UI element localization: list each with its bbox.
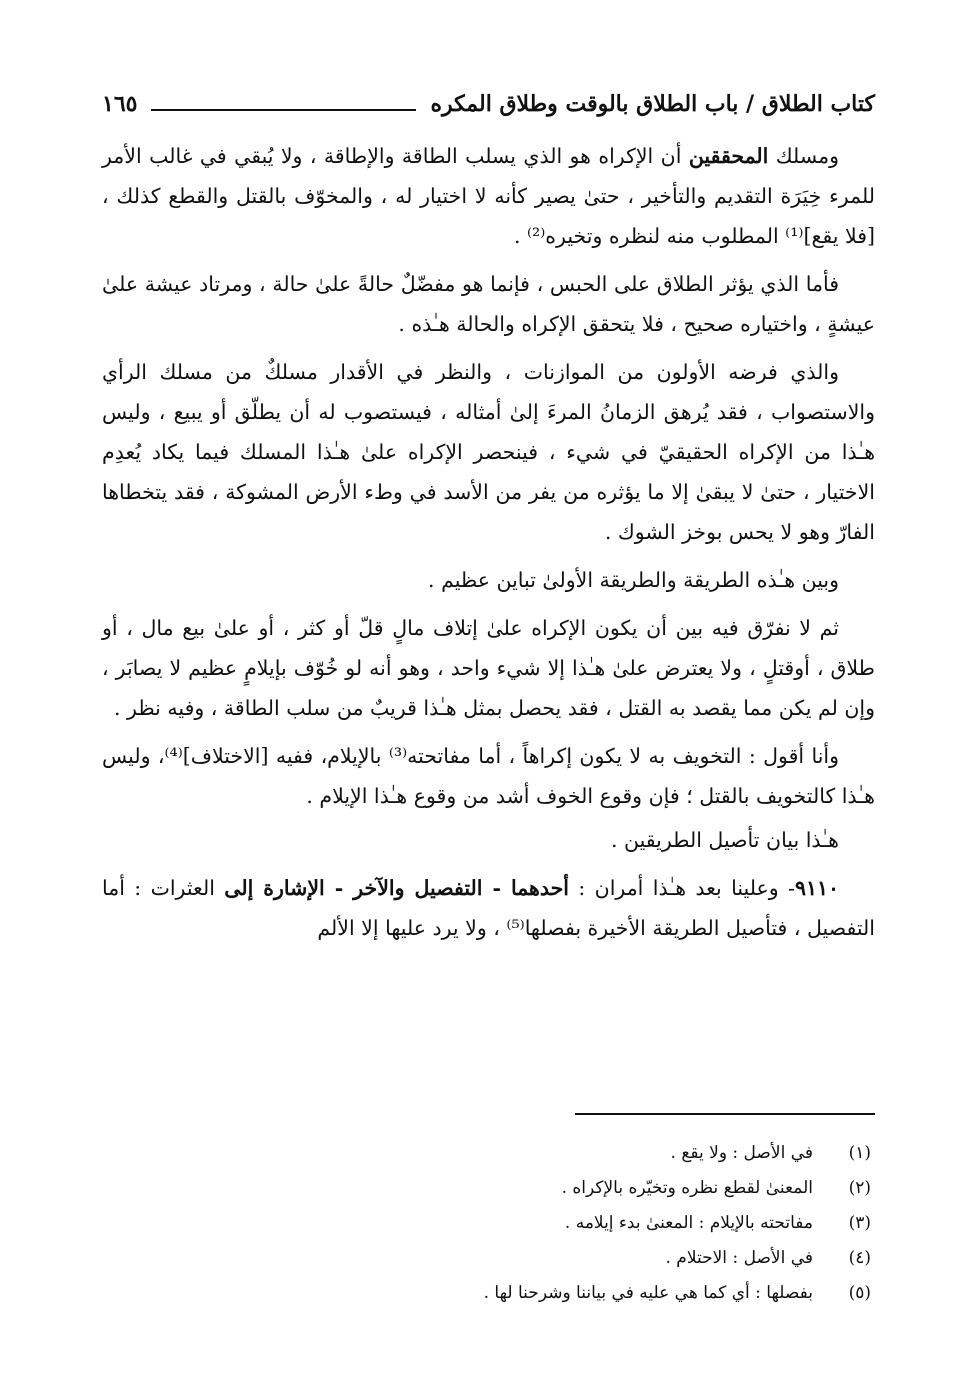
footnote-number: (١) <box>848 1143 871 1163</box>
footnote-item <box>102 1276 871 1311</box>
paragraph-5: ثم لا نفرّق فيه بين أن يكون الإكراه علىٰ إتلاف مالٍ قلّ أو كثر ، أو علىٰ بيع مال ، أو طلاق ، أوقتلٍ ، ولا يعترض علىٰ هـٰذا إلا شيء واحد ، وهو أنه لو خُوّف بإيلامٍ عظيم لا يصابَر ، وإن لم يكن مما يقصد به القتل ، فقد يحصل بمثل هـٰذا قريبٌ من سلب الطاقة ، وفيه نظر . <box>102 616 875 720</box>
running-header <box>102 84 875 124</box>
footnote-number: (٥) <box>848 1283 871 1303</box>
body-text <box>102 136 875 956</box>
footnote-text: مفاتحته بالإيلام : المعنىٰ بدء إيلامه . <box>564 1213 813 1233</box>
numbered-paragraph-lead: - وعلينا بعد هـٰذا أمران : <box>569 876 795 900</box>
paragraph-1-bold: المحققين <box>688 144 769 168</box>
footnote-text: بفصلها : أي كما هي عليه في بياننا وشرحنا لها . <box>483 1283 813 1303</box>
paragraph-1-text: أن الإكراه هو الذي يسلب الطاقة والإطاقة ، ولا يُبقي في غالب الأمر للمرء خِيَرَة التقديم والتأخير ، حتىٰ يصير كأنه لا اختيار له ، والمخوّف بالقتل والقطع كذلك ، [فلا يقع]⁽¹⁾ المطلوب منه لنظره وتخيره⁽²⁾ . <box>102 144 875 248</box>
footnote-item <box>102 1241 871 1276</box>
paragraph-3: والذي فرضه الأولون من الموازنات ، والنظر في الأقدار مسلكٌ من مسلك الرأي والاستصواب ، فقد يُرهق الزمانُ المرءَ إلىٰ أمثاله ، فيستصوب له أن يطلّق أو يبيع ، وليس هـٰذا من الإكراه الحقيقيّ في شيء ، فينحصر الإكراه علىٰ هـٰذا المسلك فيما يكاد يُعدِم الاختيار ، حتىٰ لا يبقىٰ إلا ما يؤثره من يفر من الأسد في وطء الأرض المشوكة ، فقد يتخطاها الفارّ وهو لا يحس بوخز الشوك . <box>102 360 876 544</box>
footnote-item <box>102 1206 871 1241</box>
footnote-number: (٣) <box>848 1213 871 1233</box>
page-number: ١٦٥ <box>102 91 138 117</box>
paragraph-number: ٩١١٠ <box>794 876 839 900</box>
paragraph-6: وأنا أقول : التخويف به لا يكون إكراهاً ، أما مفاتحته⁽³⁾ بالإيلام، ففيه [الاختلاف]⁽⁴⁾، وليس هـٰذا كالتخويف بالقتل ؛ فإن وقوع الخوف أشد من وقوع هـٰذا الإيلام . <box>102 744 875 808</box>
footnote-item <box>102 1171 871 1206</box>
footnote-item <box>102 1136 871 1171</box>
footnote-text: المعنىٰ لقطع نظره وتخيّره بالإكراه . <box>561 1178 813 1198</box>
paragraph-1 <box>102 136 875 256</box>
paragraph-2: فأما الذي يؤثر الطلاق على الحبس ، فإنما هو مفضّلٌ حالةً علىٰ حالة ، ومرتاد عيشة علىٰ عيشةٍ ، واختياره صحيح ، فلا يتحقق الإكراه والحالة هـٰذه . <box>102 272 875 336</box>
numbered-paragraph <box>102 868 875 948</box>
footnotes-list <box>102 1136 871 1311</box>
paragraph-1-lead: ومسلك <box>768 144 840 168</box>
paragraph-7: هـٰذا بيان تأصيل الطريقين . <box>610 828 839 852</box>
paragraph-4: وبين هـٰذه الطريقة والطريقة الأولىٰ تباين عظيم . <box>428 568 839 592</box>
numbered-paragraph-bold: أحدهما - التفصيل والآخر - الإشارة إلى <box>224 876 569 900</box>
footnote-number: (٤) <box>848 1248 871 1268</box>
footnote-divider <box>575 1113 875 1115</box>
numbered-paragraph-text: العثرات : أما التفصيل ، فتأصيل الطريقة الأخيرة بفصلها⁽⁵⁾ ، ولا يرد عليها إلا الألم <box>102 876 875 940</box>
header-rule <box>151 109 416 111</box>
footnote-text: في الأصل : الاحتلام . <box>665 1248 813 1268</box>
header-title: كتاب الطلاق / باب الطلاق بالوقت وطلاق المكره <box>430 91 875 117</box>
footnote-text: في الأصل : ولا يقع . <box>670 1143 813 1163</box>
footnote-number: (٢) <box>848 1178 871 1198</box>
